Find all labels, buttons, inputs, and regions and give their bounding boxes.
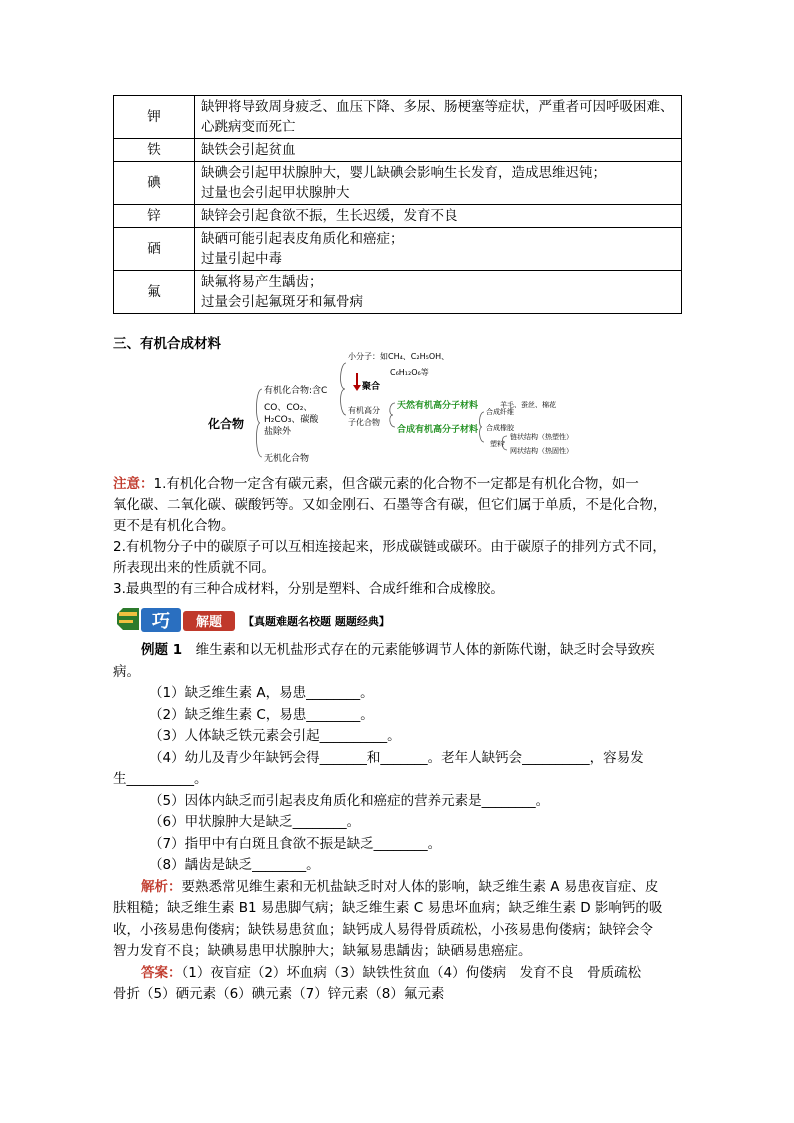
- element-deficiency-table: [113, 95, 682, 314]
- effect-line: 缺钾将导致周身疲乏、血压下降、多尿、肠梗塞等症状，严重者可因呼吸困难、: [201, 99, 674, 115]
- answer-2: 骨折（5）硒元素（6）碘元素（7）锌元素（8）氟元素: [113, 986, 445, 1002]
- effect-line: 过量会引起氟斑牙和氟骨病: [201, 294, 363, 310]
- banner-icon-char-1: 巧: [152, 611, 170, 632]
- diagram-exceptions-3: 盐除外: [264, 427, 292, 437]
- element-effect-cell: [195, 205, 682, 228]
- analysis-4: 智力发育不良；缺碘易患甲状腺肿大；缺氟易患龋齿；缺硒易患癌症。: [113, 943, 532, 959]
- polymerize-arrow-head: [353, 385, 361, 391]
- diagram-small-molecule: 小分子：如CH₄、C₂H₅OH、: [348, 352, 450, 361]
- note-1b: 氧化碳、二氧化碳、碳酸钙等。又如金刚石、石墨等含有碳，但它们属于单质，不是化合物，: [113, 497, 667, 513]
- example-stem-2: 病。: [113, 663, 140, 680]
- element-effect-cell: [195, 162, 682, 205]
- effect-line: 缺锌会引起食欲不振，生长迟缓，发育不良: [201, 208, 458, 224]
- bracket-organic-top: [341, 363, 346, 389]
- effect-line: 缺氟将易产生龋齿；: [201, 274, 323, 290]
- note-2: 2.有机物分子中的碳原子可以互相连接起来，形成碳链或碳环。由于碳原子的排列方式不同，: [113, 539, 666, 555]
- element-name-cell: 钾: [114, 96, 195, 139]
- question-2: （2）缺乏维生素 C，易患________。: [149, 706, 374, 723]
- diagram-polymer-2: 子化合物: [348, 418, 380, 427]
- notes-block: [113, 474, 683, 600]
- effect-line: 过量引起中毒: [201, 251, 282, 267]
- example-block: [113, 640, 683, 1006]
- banner-icon-char-2: 解题: [195, 615, 223, 630]
- diagram-synthetic: 合成有机高分子材料: [397, 425, 479, 435]
- diagram-chain: 链状结构（热塑性）: [510, 433, 573, 441]
- effect-line: 缺碘会引起甲状腺肿大，婴儿缺碘会影响生长发育，造成思维迟钝；: [201, 165, 606, 181]
- element-name-cell: 硒: [114, 228, 195, 271]
- question-1: （1）缺乏维生素 A，易患________。: [149, 685, 374, 701]
- answer-1: （1）夜盲症（2）坏血病（3）缺铁性贫血（4）佝偻病 发育不良 骨质疏松: [181, 964, 642, 981]
- solve-banner: [117, 604, 417, 636]
- element-effect-cell: [195, 96, 682, 139]
- table-row: [114, 271, 682, 314]
- diagram-root: 化合物: [208, 417, 245, 431]
- bracket-synthetic-top: [480, 412, 484, 427]
- diagram-natural-examples: 羊毛、蚕丝、棉花: [500, 401, 556, 409]
- table-row: [114, 96, 682, 139]
- effect-line: 心跳病变而死亡: [201, 119, 296, 135]
- table-row: [114, 228, 682, 271]
- note-3: 3.最典型的有三种合成材料，分别是塑料、合成纤维和合成橡胶。: [113, 581, 504, 597]
- element-name-cell: 氟: [114, 271, 195, 314]
- table-row: [114, 139, 682, 162]
- diagram-exceptions-2: H₂CO₃、碳酸: [264, 415, 319, 425]
- compound-classification-diagram: [200, 345, 600, 465]
- effect-line: 缺硒可能引起表皮角质化和癌症；: [201, 231, 404, 247]
- diagram-rubber: 合成橡胶: [486, 424, 514, 432]
- question-3: （3）人体缺乏铁元素会引起__________。: [149, 728, 401, 744]
- section-title: 三、有机合成材料: [113, 336, 221, 352]
- bracket-organic-bottom: [341, 389, 346, 415]
- diagram-fiber: 合成纤维: [486, 408, 514, 416]
- diagram-natural: 天然有机高分子材料: [397, 401, 479, 411]
- analysis-1: 要熟悉常见维生素和无机盐缺乏时对人体的影响，缺乏维生素 A 易患夜盲症、皮: [181, 878, 659, 895]
- diagram-network: 网状结构（热固性）: [510, 447, 573, 455]
- question-4b: 生__________。: [113, 771, 208, 787]
- example-stem-1: 维生素和以无机盐形式存在的元素能够调节人体的新陈代谢，缺乏时会导致疾: [195, 642, 655, 658]
- analysis-label: 解析：: [141, 878, 182, 895]
- bracket-polymer-bottom: [390, 415, 395, 427]
- diagram-polymer-1: 有机高分: [348, 406, 380, 415]
- question-7: （7）指甲中有白斑且食欲不振是缺乏________。: [149, 835, 442, 852]
- question-4a: （4）幼儿及青少年缺钙会得_______和_______。老年人缺钙会__________，容易发: [149, 749, 644, 766]
- note-label: 注意：: [113, 476, 154, 492]
- diagram-organic: 有机化合物:含C: [264, 386, 328, 396]
- diagram-small-molecule-2: C₆H₁₂O₆等: [390, 368, 429, 377]
- question-6: （6）甲状腺肿大是缺乏________。: [149, 814, 361, 830]
- note-1: 1.有机化合物一定含有碳元素，但含碳元素的化合物不一定都是有机化合物，如一: [153, 476, 639, 492]
- element-effect-cell: [195, 271, 682, 314]
- diagram-plastic: 塑料: [490, 440, 504, 448]
- element-name-cell: 锌: [114, 205, 195, 228]
- effect-line: 过量也会引起甲状腺肿大: [201, 185, 350, 201]
- analysis-2: 肤粗糙；缺乏维生素 B1 易患脚气病；缺乏维生素 C 易患坏血病；缺乏维生素 D 影响钙的吸: [113, 900, 663, 916]
- table-row: [114, 205, 682, 228]
- bracket-main-top: [256, 389, 262, 423]
- answer-label: 答案：: [141, 964, 182, 981]
- bracket-synthetic-bottom: [480, 427, 484, 442]
- element-name-cell: 铁: [114, 139, 195, 162]
- bracket-main-bottom: [256, 423, 262, 457]
- banner-text: 【真题难题名校题 题题经典】: [243, 615, 390, 628]
- element-name-cell: 碘: [114, 162, 195, 205]
- diagram-polymerize: 聚合: [362, 382, 381, 392]
- diagram-exceptions-1: CO、CO₂、: [264, 403, 313, 413]
- element-effect-cell: [195, 228, 682, 271]
- analysis-3: 收，小孩易患佝偻病；缺铁易患贫血；缺钙成人易得骨质疏松，小孩易患佝偻病；缺锌会令: [113, 921, 653, 938]
- question-8: （8）龋齿是缺乏________。: [149, 857, 320, 873]
- table-row: [114, 162, 682, 205]
- note-2b: 所表现出来的性质就不同。: [113, 560, 275, 576]
- diagram-inorganic: 无机化合物: [264, 454, 310, 464]
- bracket-polymer-top: [390, 403, 395, 415]
- example-label: 例题 1: [141, 642, 183, 658]
- question-5: （5）因体内缺乏而引起表皮角质化和癌症的营养元素是________。: [149, 792, 550, 809]
- effect-line: 缺铁会引起贫血: [201, 142, 296, 158]
- pencil-banner-icon: [117, 608, 237, 634]
- note-1c: 更不是有机化合物。: [113, 518, 235, 534]
- element-effect-cell: [195, 139, 682, 162]
